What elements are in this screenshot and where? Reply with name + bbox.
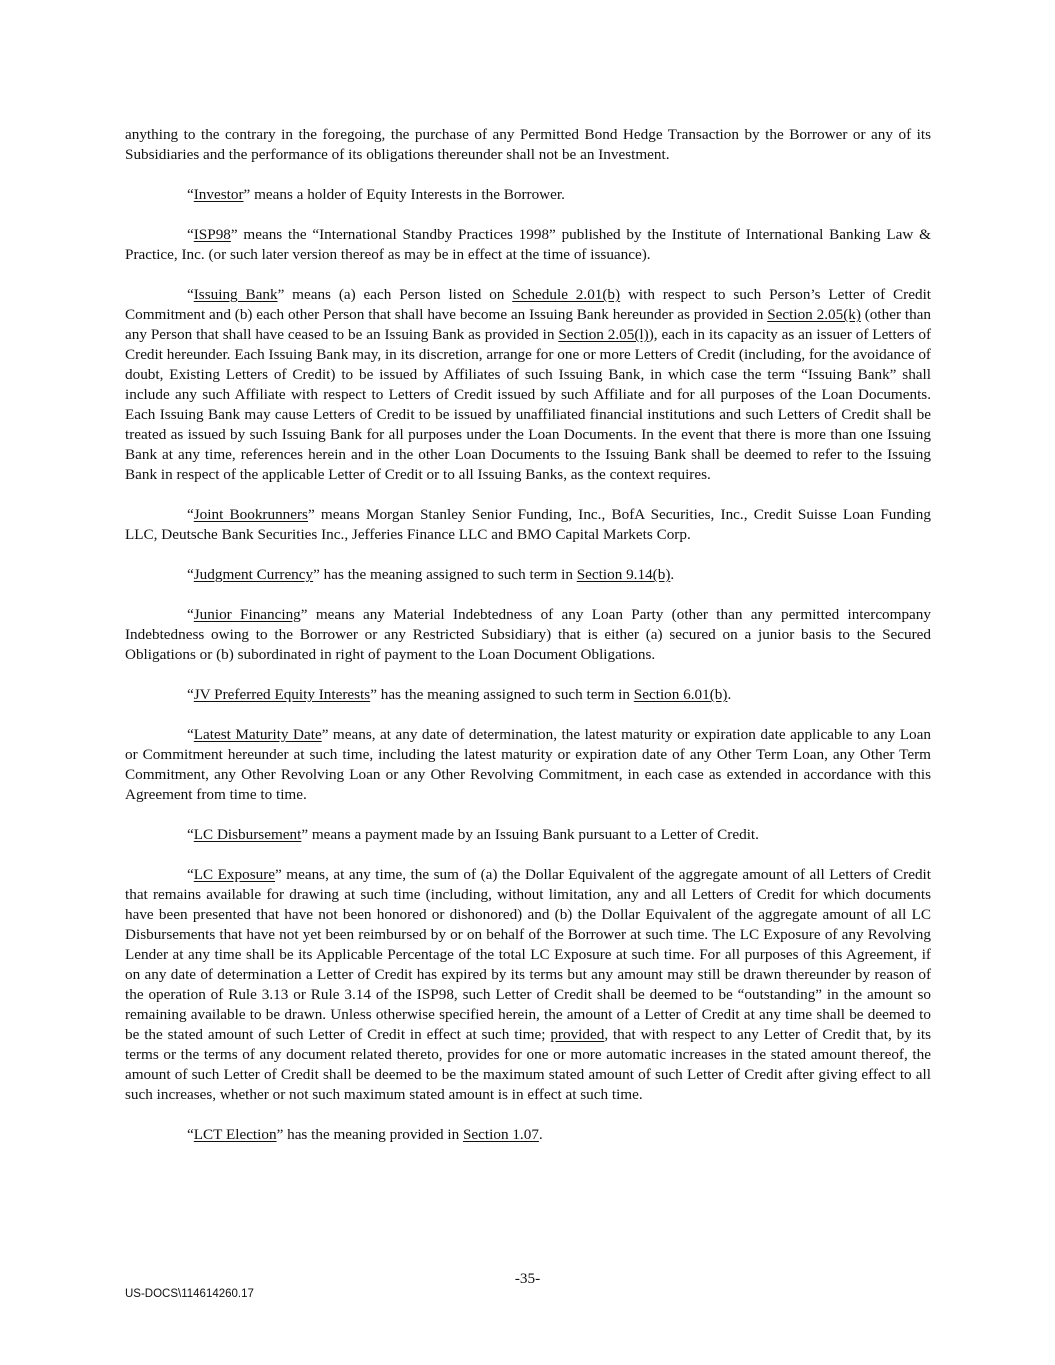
underlined-term: Latest Maturity Date — [193, 726, 322, 743]
document-body — [125, 125, 931, 1165]
paragraph-text: “ — [187, 286, 194, 303]
underlined-term: Section 6.01(b) — [633, 686, 728, 703]
underlined-term: Issuing Bank — [193, 286, 278, 303]
underlined-term: Section 2.05(l) — [558, 326, 649, 343]
underlined-term: Schedule 2.01(b) — [512, 286, 621, 303]
paragraph-text: “ — [187, 506, 194, 523]
underlined-term: Junior Financing — [193, 606, 301, 623]
definition-paragraph — [125, 185, 931, 205]
definition-paragraph — [125, 685, 931, 705]
paragraph-text: “ — [187, 566, 194, 583]
paragraph-text: . — [538, 1126, 543, 1143]
paragraph-text: “ — [187, 226, 194, 243]
underlined-term: Investor — [193, 186, 244, 203]
document-id: US-DOCS\114614260.17 — [125, 1288, 254, 1300]
paragraph-text: , that with respect to any Letter of Credit that, by its terms or the terms of any document related thereto, provides for one or more automatic increases in the stated amount thereof, the amount of such Letter of Credit shall be deemed to be the maximum stated amount of such Letter of Credit after giving effect to all such increases, whether or not such maximum stated amount is in effect at such time. — [125, 1026, 932, 1103]
definition-paragraph — [125, 505, 931, 545]
paragraph-text: ” means, at any time, the sum of (a) the Dollar Equivalent of the aggregate amount of all Letters of Credit that remains available for drawing at such time (including, without limitation, any and all Letters of Credit for which documents have been presented that have not been honored or dishonored) and (b) the Dollar Equivalent of the aggregate amount of all LC Disbursements that have not yet been reimbursed by or on behalf of the Borrower at such time. The LC Exposure of any Revolving Lender at any time shall be its Applicable Percentage of the total LC Exposure at such time. For all purposes of this Agreement, if on any date of determination a Letter of Credit has expired by its terms but any amount may still be drawn thereunder by reason of the operation of Rule 3.13 or Rule 3.14 of the ISP98, such Letter of Credit shall be deemed to be “outstanding” in the amount so remaining available to be drawn. Unless otherwise specified herein, the amount of a Letter of Credit at any time shall be deemed to be the stated amount of such Letter of Credit in effect at such time; — [125, 866, 931, 1043]
paragraph-text: “ — [187, 866, 194, 883]
definition-paragraph — [125, 605, 931, 665]
underlined-term: Section 1.07 — [462, 1126, 539, 1143]
paragraph-text: ” means Morgan Stanley Senior Funding, Inc., BofA Securities, Inc., Credit Suisse Loan Funding LLC, Deutsche Bank Securities Inc., Jefferies Finance LLC and BMO Capital Markets Corp. — [125, 506, 931, 543]
paragraph-text: ” means (a) each Person listed on — [277, 286, 513, 303]
paragraph-text: “ — [187, 826, 194, 843]
paragraph-text: “ — [187, 1126, 194, 1143]
paragraph-text: . — [670, 566, 675, 583]
paragraph-text: ” means the “International Standby Practices 1998” published by the Institute of International Banking Law & Practice, Inc. (or such later version thereof as may be in effect at the time of issuance). — [125, 226, 931, 263]
paragraph-text: (other than any Person that shall have ceased to be an Issuing Bank as provided in — [125, 306, 931, 343]
underlined-term: ISP98 — [193, 226, 231, 243]
paragraph-text: ” has the meaning assigned to such term in — [370, 686, 634, 703]
paragraph-text: “ — [187, 606, 194, 623]
underlined-term: provided — [550, 1026, 605, 1043]
paragraph-text: “ — [187, 186, 194, 203]
underlined-term: LC Exposure — [193, 866, 276, 883]
paragraph-text: with respect to such Person’s Letter of Credit Commitment and (b) each other Person that shall have become an Issuing Bank hereunder as provided in — [125, 286, 932, 323]
underlined-term: JV Preferred Equity Interests — [193, 686, 371, 703]
definition-paragraph — [125, 825, 931, 845]
underlined-term: LCT Election — [193, 1126, 277, 1143]
definition-paragraph — [125, 865, 931, 1105]
underlined-term: Judgment Currency — [193, 566, 314, 583]
paragraph-text: ” means any Material Indebtedness of any Loan Party (other than any permitted intercompany Indebtedness owing to the Borrower or any Restricted Subsidiary) that is either (a) secured on a junior basis to the Secured Obligations or (b) subordinated in right of payment to the Loan Document Obligations. — [125, 606, 931, 663]
underlined-term: Joint Bookrunners — [193, 506, 308, 523]
paragraph-text: ” has the meaning assigned to such term in — [313, 566, 577, 583]
paragraph-text: anything to the contrary in the foregoing, the purchase of any Permitted Bond Hedge Transaction by the Borrower or any of its Subsidiaries and the performance of its obligations thereunder shall not be an Investment. — [125, 126, 931, 163]
paragraph-text: “ — [187, 686, 194, 703]
paragraph-text: ” has the meaning provided in — [276, 1126, 463, 1143]
paragraph-text: ” means a holder of Equity Interests in the Borrower. — [243, 186, 565, 203]
definition-paragraph — [125, 725, 931, 805]
definition-paragraph — [125, 1125, 931, 1145]
paragraph-text: “ — [187, 726, 194, 743]
page-number: -35- — [514, 1270, 541, 1287]
definition-paragraph — [125, 225, 931, 265]
paragraph-text: ” means, at any date of determination, the latest maturity or expiration date applicable to any Loan or Commitment hereunder at such time, including the latest maturity or expiration date of any Other Term Loan, any Other Term Commitment, any Other Revolving Loan or any Other Revolving Commitment, in each case as extended in accordance with this Agreement from time to time. — [125, 726, 931, 803]
definition-paragraph — [125, 285, 931, 485]
definition-paragraph — [125, 565, 931, 585]
underlined-term: LC Disbursement — [193, 826, 302, 843]
underlined-term: Section 2.05(k) — [767, 306, 861, 323]
paragraph-text: ” means a payment made by an Issuing Bank pursuant to a Letter of Credit. — [301, 826, 759, 843]
continued-paragraph — [125, 125, 931, 165]
paragraph-text: . — [727, 686, 732, 703]
underlined-term: Section 9.14(b) — [576, 566, 671, 583]
paragraph-text: ), each in its capacity as an issuer of Letters of Credit hereunder. Each Issuing Bank may, in its discretion, arrange for one or more Letters of Credit (including, for the avoidance of doubt, Existing Letters of Credit) to be issued by Affiliates of such Issuing Bank, in which case the term “Issuing Bank” shall include any such Affiliate with respect to Letters of Credit issued by such Affiliate and for all purposes of the Loan Documents. Each Issuing Bank may cause Letters of Credit to be issued by unaffiliated financial institutions and such Letters of Credit shall be treated as issued by such Issuing Bank for all purposes under the Loan Documents. In the event that there is more than one Issuing Bank at any time, references herein and in the other Loan Documents to the Issuing Bank shall be deemed to refer to the Issuing Bank in respect of the applicable Letter of Credit or to all Issuing Banks, as the context requires. — [125, 326, 932, 483]
